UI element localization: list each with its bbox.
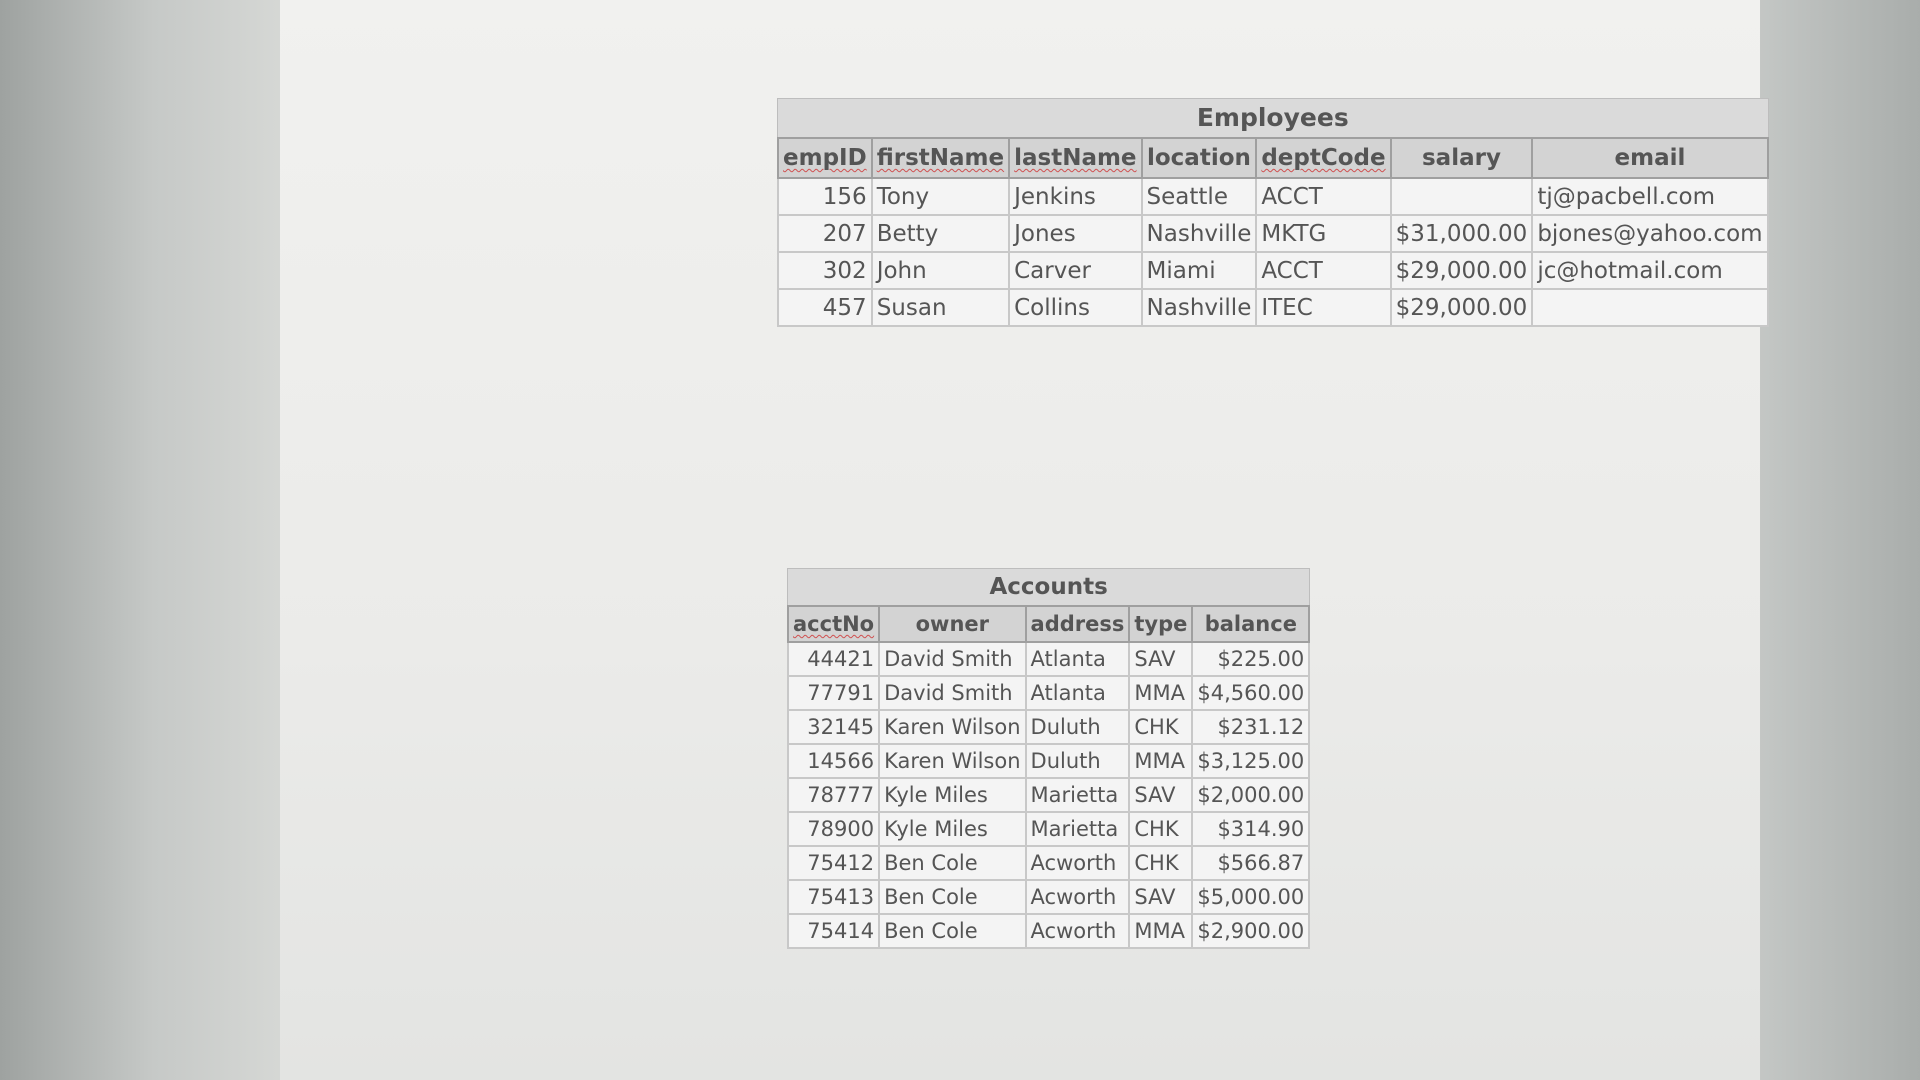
- cell-empid: 156: [778, 178, 872, 215]
- cell-acctno: 44421: [788, 642, 879, 676]
- accounts-title: Accounts: [787, 568, 1310, 605]
- cell-deptcode: ITEC: [1256, 289, 1390, 326]
- cell-type: MMA: [1129, 744, 1192, 778]
- cell-salary: $29,000.00: [1391, 289, 1533, 326]
- col-header-firstname: firstName: [872, 138, 1009, 178]
- cell-balance: $566.87: [1192, 846, 1309, 880]
- cell-lastname: Carver: [1009, 252, 1141, 289]
- cell-empid: 302: [778, 252, 872, 289]
- cell-deptcode: MKTG: [1256, 215, 1390, 252]
- table-row: [788, 880, 1309, 914]
- cell-acctno: 77791: [788, 676, 879, 710]
- cell-acctno: 75413: [788, 880, 879, 914]
- cell-type: CHK: [1129, 846, 1192, 880]
- cell-salary: [1391, 178, 1533, 215]
- cell-address: Duluth: [1026, 744, 1130, 778]
- cell-address: Marietta: [1026, 778, 1130, 812]
- cell-acctno: 78777: [788, 778, 879, 812]
- table-row: [788, 710, 1309, 744]
- cell-owner: David Smith: [879, 676, 1025, 710]
- cell-lastname: Collins: [1009, 289, 1141, 326]
- cell-owner: Ben Cole: [879, 846, 1025, 880]
- col-header-email: email: [1532, 138, 1767, 178]
- cell-address: Acworth: [1026, 846, 1130, 880]
- cell-address: Marietta: [1026, 812, 1130, 846]
- cell-salary: $29,000.00: [1391, 252, 1533, 289]
- cell-owner: Karen Wilson: [879, 710, 1025, 744]
- cell-balance: $2,000.00: [1192, 778, 1309, 812]
- cell-email: tj@pacbell.com: [1532, 178, 1767, 215]
- table-row: [788, 778, 1309, 812]
- table-row: [788, 642, 1309, 676]
- table-row: [788, 846, 1309, 880]
- cell-empid: 207: [778, 215, 872, 252]
- cell-acctno: 75412: [788, 846, 879, 880]
- cell-firstname: Betty: [872, 215, 1009, 252]
- cell-balance: $4,560.00: [1192, 676, 1309, 710]
- col-header-acctno: acctNo: [788, 606, 879, 642]
- cell-deptcode: ACCT: [1256, 178, 1390, 215]
- cell-balance: $2,900.00: [1192, 914, 1309, 948]
- cell-acctno: 78900: [788, 812, 879, 846]
- document-page: [280, 0, 1763, 1080]
- table-row: [778, 215, 1768, 252]
- col-header-type: type: [1129, 606, 1192, 642]
- employees-header-row: [778, 138, 1768, 178]
- cell-firstname: Susan: [872, 289, 1009, 326]
- cell-owner: Kyle Miles: [879, 778, 1025, 812]
- cell-balance: $231.12: [1192, 710, 1309, 744]
- cell-type: SAV: [1129, 880, 1192, 914]
- cell-email: [1532, 289, 1767, 326]
- cell-owner: Karen Wilson: [879, 744, 1025, 778]
- table-row: [788, 812, 1309, 846]
- cell-empid: 457: [778, 289, 872, 326]
- cell-location: Miami: [1142, 252, 1257, 289]
- cell-type: CHK: [1129, 812, 1192, 846]
- cell-address: Atlanta: [1026, 642, 1130, 676]
- col-header-deptcode: deptCode: [1256, 138, 1390, 178]
- cell-type: SAV: [1129, 642, 1192, 676]
- cell-firstname: John: [872, 252, 1009, 289]
- cell-location: Seattle: [1142, 178, 1257, 215]
- col-header-address: address: [1026, 606, 1130, 642]
- table-row: [778, 178, 1768, 215]
- table-row: [788, 744, 1309, 778]
- cell-type: CHK: [1129, 710, 1192, 744]
- col-header-location: location: [1142, 138, 1257, 178]
- cell-acctno: 32145: [788, 710, 879, 744]
- cell-owner: Ben Cole: [879, 880, 1025, 914]
- col-header-empid: empID: [778, 138, 872, 178]
- cell-balance: $314.90: [1192, 812, 1309, 846]
- cell-type: MMA: [1129, 914, 1192, 948]
- cell-balance: $5,000.00: [1192, 880, 1309, 914]
- cell-lastname: Jenkins: [1009, 178, 1141, 215]
- accounts-header-row: [788, 606, 1309, 642]
- cell-address: Acworth: [1026, 914, 1130, 948]
- cell-location: Nashville: [1142, 289, 1257, 326]
- col-header-owner: owner: [879, 606, 1025, 642]
- cell-email: jc@hotmail.com: [1532, 252, 1767, 289]
- col-header-lastname: lastName: [1009, 138, 1141, 178]
- cell-owner: David Smith: [879, 642, 1025, 676]
- cell-salary: $31,000.00: [1391, 215, 1533, 252]
- cell-address: Atlanta: [1026, 676, 1130, 710]
- table-row: [778, 289, 1768, 326]
- cell-lastname: Jones: [1009, 215, 1141, 252]
- employees-title: Employees: [777, 98, 1769, 137]
- col-header-balance: balance: [1192, 606, 1309, 642]
- cell-location: Nashville: [1142, 215, 1257, 252]
- col-header-salary: salary: [1391, 138, 1533, 178]
- cell-deptcode: ACCT: [1256, 252, 1390, 289]
- cell-owner: Kyle Miles: [879, 812, 1025, 846]
- cell-owner: Ben Cole: [879, 914, 1025, 948]
- cell-acctno: 14566: [788, 744, 879, 778]
- cell-firstname: Tony: [872, 178, 1009, 215]
- cell-address: Duluth: [1026, 710, 1130, 744]
- cell-address: Acworth: [1026, 880, 1130, 914]
- employees-table: [777, 98, 1769, 327]
- cell-balance: $3,125.00: [1192, 744, 1309, 778]
- table-row: [788, 914, 1309, 948]
- table-row: [788, 676, 1309, 710]
- cell-balance: $225.00: [1192, 642, 1309, 676]
- cell-type: MMA: [1129, 676, 1192, 710]
- cell-email: bjones@yahoo.com: [1532, 215, 1767, 252]
- table-row: [778, 252, 1768, 289]
- cell-type: SAV: [1129, 778, 1192, 812]
- accounts-table: [787, 568, 1310, 949]
- cell-acctno: 75414: [788, 914, 879, 948]
